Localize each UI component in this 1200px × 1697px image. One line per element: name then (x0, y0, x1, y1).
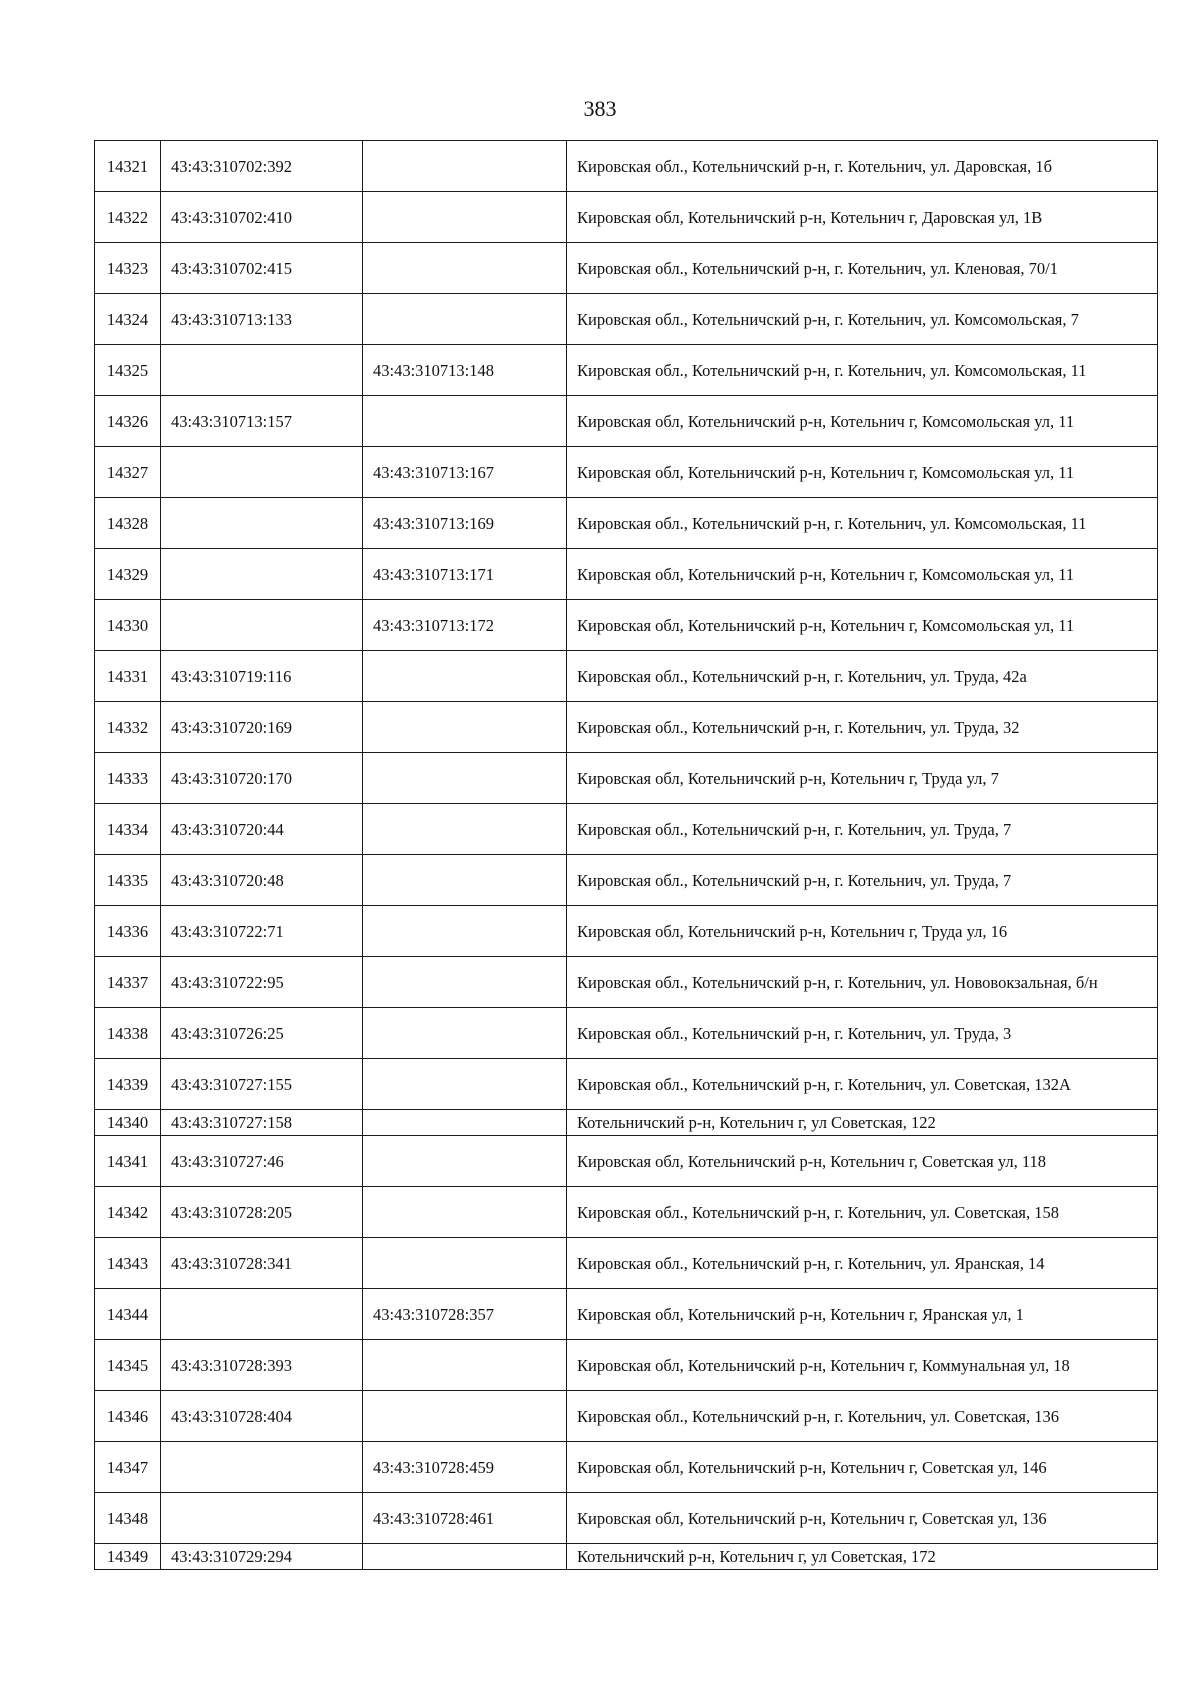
linked-cadastral-number: 43:43:310713:172 (363, 600, 567, 651)
row-number: 14340 (95, 1110, 161, 1136)
address: Кировская обл, Котельничский р-н, Котельнич г, Советская ул, 146 (567, 1442, 1158, 1493)
cadastral-number: 43:43:310713:157 (161, 396, 363, 447)
cadastral-number: 43:43:310722:71 (161, 906, 363, 957)
address: Кировская обл., Котельничский р-н, г. Котельнич, ул. Даровская, 1б (567, 141, 1158, 192)
linked-cadastral-number (363, 294, 567, 345)
cadastral-number: 43:43:310728:393 (161, 1340, 363, 1391)
table-row (95, 549, 1158, 600)
table-row (95, 1008, 1158, 1059)
table-row (95, 1544, 1158, 1570)
address: Кировская обл, Котельничский р-н, Котельнич г, Комсомольская ул, 11 (567, 600, 1158, 651)
address: Кировская обл., Котельничский р-н, г. Котельнич, ул. Советская, 158 (567, 1187, 1158, 1238)
address: Кировская обл., Котельничский р-н, г. Котельнич, ул. Труда, 7 (567, 804, 1158, 855)
row-number: 14324 (95, 294, 161, 345)
cadastral-number: 43:43:310727:158 (161, 1110, 363, 1136)
cadastral-number: 43:43:310702:415 (161, 243, 363, 294)
address: Кировская обл., Котельничский р-н, г. Котельнич, ул. Комсомольская, 7 (567, 294, 1158, 345)
address: Кировская обл., Котельничский р-н, г. Котельнич, ул. Яранская, 14 (567, 1238, 1158, 1289)
table-row (95, 1110, 1158, 1136)
row-number: 14335 (95, 855, 161, 906)
row-number: 14326 (95, 396, 161, 447)
cadastral-number: 43:43:310719:116 (161, 651, 363, 702)
row-number: 14341 (95, 1136, 161, 1187)
table-row (95, 1136, 1158, 1187)
cadastral-number: 43:43:310726:25 (161, 1008, 363, 1059)
row-number: 14334 (95, 804, 161, 855)
table-row (95, 855, 1158, 906)
row-number: 14342 (95, 1187, 161, 1238)
row-number: 14323 (95, 243, 161, 294)
row-number: 14331 (95, 651, 161, 702)
table-row (95, 957, 1158, 1008)
row-number: 14349 (95, 1544, 161, 1570)
row-number: 14329 (95, 549, 161, 600)
cadastral-number: 43:43:310720:44 (161, 804, 363, 855)
row-number: 14330 (95, 600, 161, 651)
row-number: 14339 (95, 1059, 161, 1110)
row-number: 14337 (95, 957, 161, 1008)
table-row (95, 447, 1158, 498)
address: Кировская обл., Котельничский р-н, г. Котельнич, ул. Кленовая, 70/1 (567, 243, 1158, 294)
page-number: 383 (583, 96, 617, 121)
address: Котельничский р-н, Котельнич г, ул Советская, 122 (567, 1110, 1158, 1136)
linked-cadastral-number (363, 243, 567, 294)
linked-cadastral-number (363, 957, 567, 1008)
linked-cadastral-number (363, 1110, 567, 1136)
cadastral-number (161, 1442, 363, 1493)
address: Кировская обл, Котельничский р-н, Котельнич г, Труда ул, 7 (567, 753, 1158, 804)
address: Кировская обл, Котельничский р-н, Котельнич г, Советская ул, 118 (567, 1136, 1158, 1187)
table-row (95, 1442, 1158, 1493)
cadastral-number: 43:43:310728:404 (161, 1391, 363, 1442)
linked-cadastral-number (363, 1544, 567, 1570)
table-row (95, 243, 1158, 294)
table-row (95, 906, 1158, 957)
table-row (95, 396, 1158, 447)
linked-cadastral-number: 43:43:310713:167 (363, 447, 567, 498)
linked-cadastral-number: 43:43:310713:148 (363, 345, 567, 396)
address: Кировская обл., Котельничский р-н, г. Котельнич, ул. Нововокзальная, б/н (567, 957, 1158, 1008)
table-row (95, 1340, 1158, 1391)
linked-cadastral-number: 43:43:310713:169 (363, 498, 567, 549)
cadastral-number (161, 447, 363, 498)
cadastral-number (161, 600, 363, 651)
row-number: 14336 (95, 906, 161, 957)
table-row (95, 651, 1158, 702)
linked-cadastral-number (363, 396, 567, 447)
linked-cadastral-number (363, 855, 567, 906)
linked-cadastral-number: 43:43:310713:171 (363, 549, 567, 600)
registry-body (95, 141, 1158, 1570)
table-row (95, 1493, 1158, 1544)
address: Кировская обл, Котельничский р-н, Котельнич г, Комсомольская ул, 11 (567, 447, 1158, 498)
row-number: 14343 (95, 1238, 161, 1289)
address: Кировская обл, Котельничский р-н, Котельнич г, Комсомольская ул, 11 (567, 549, 1158, 600)
linked-cadastral-number (363, 1059, 567, 1110)
row-number: 14325 (95, 345, 161, 396)
table-row (95, 294, 1158, 345)
table-row (95, 600, 1158, 651)
linked-cadastral-number (363, 906, 567, 957)
row-number: 14345 (95, 1340, 161, 1391)
row-number: 14333 (95, 753, 161, 804)
row-number: 14346 (95, 1391, 161, 1442)
cadastral-number: 43:43:310702:410 (161, 192, 363, 243)
address: Котельничский р-н, Котельнич г, ул Советская, 172 (567, 1544, 1158, 1570)
linked-cadastral-number (363, 702, 567, 753)
table-row (95, 1238, 1158, 1289)
table-row (95, 753, 1158, 804)
cadastral-number (161, 498, 363, 549)
linked-cadastral-number (363, 141, 567, 192)
linked-cadastral-number: 43:43:310728:459 (363, 1442, 567, 1493)
table-row (95, 1391, 1158, 1442)
cadastral-number: 43:43:310702:392 (161, 141, 363, 192)
row-number: 14348 (95, 1493, 161, 1544)
linked-cadastral-number (363, 1391, 567, 1442)
table-row (95, 1187, 1158, 1238)
cadastral-number: 43:43:310727:46 (161, 1136, 363, 1187)
table-row (95, 345, 1158, 396)
address: Кировская обл., Котельничский р-н, г. Котельнич, ул. Труда, 42а (567, 651, 1158, 702)
address: Кировская обл, Котельничский р-н, Котельнич г, Даровская ул, 1В (567, 192, 1158, 243)
linked-cadastral-number (363, 1238, 567, 1289)
cadastral-number: 43:43:310727:155 (161, 1059, 363, 1110)
row-number: 14322 (95, 192, 161, 243)
address: Кировская обл, Котельничский р-н, Котельнич г, Комсомольская ул, 11 (567, 396, 1158, 447)
linked-cadastral-number (363, 804, 567, 855)
cadastral-number: 43:43:310713:133 (161, 294, 363, 345)
linked-cadastral-number (363, 651, 567, 702)
cadastral-number: 43:43:310720:169 (161, 702, 363, 753)
cadastral-number (161, 1493, 363, 1544)
cadastral-number: 43:43:310729:294 (161, 1544, 363, 1570)
cadastral-number (161, 549, 363, 600)
address: Кировская обл., Котельничский р-н, г. Котельнич, ул. Комсомольская, 11 (567, 498, 1158, 549)
linked-cadastral-number (363, 1136, 567, 1187)
cadastral-number: 43:43:310720:170 (161, 753, 363, 804)
table-row (95, 1059, 1158, 1110)
address: Кировская обл., Котельничский р-н, г. Котельнич, ул. Советская, 136 (567, 1391, 1158, 1442)
table-row (95, 804, 1158, 855)
address: Кировская обл, Котельничский р-н, Котельнич г, Яранская ул, 1 (567, 1289, 1158, 1340)
address: Кировская обл., Котельничский р-н, г. Котельнич, ул. Труда, 3 (567, 1008, 1158, 1059)
address: Кировская обл., Котельничский р-н, г. Котельнич, ул. Комсомольская, 11 (567, 345, 1158, 396)
row-number: 14344 (95, 1289, 161, 1340)
table-row (95, 192, 1158, 243)
row-number: 14332 (95, 702, 161, 753)
address: Кировская обл, Котельничский р-н, Котельнич г, Советская ул, 136 (567, 1493, 1158, 1544)
address: Кировская обл., Котельничский р-н, г. Котельнич, ул. Советская, 132А (567, 1059, 1158, 1110)
linked-cadastral-number (363, 192, 567, 243)
cadastral-number: 43:43:310722:95 (161, 957, 363, 1008)
cadastral-number (161, 345, 363, 396)
row-number: 14328 (95, 498, 161, 549)
address: Кировская обл, Котельничский р-н, Котельнич г, Коммунальная ул, 18 (567, 1340, 1158, 1391)
row-number: 14327 (95, 447, 161, 498)
address: Кировская обл, Котельничский р-н, Котельнич г, Труда ул, 16 (567, 906, 1158, 957)
address: Кировская обл., Котельничский р-н, г. Котельнич, ул. Труда, 7 (567, 855, 1158, 906)
linked-cadastral-number (363, 1008, 567, 1059)
address: Кировская обл., Котельничский р-н, г. Котельнич, ул. Труда, 32 (567, 702, 1158, 753)
linked-cadastral-number: 43:43:310728:461 (363, 1493, 567, 1544)
cadastral-number: 43:43:310728:205 (161, 1187, 363, 1238)
registry-table (94, 140, 1158, 1570)
table-row (95, 1289, 1158, 1340)
linked-cadastral-number: 43:43:310728:357 (363, 1289, 567, 1340)
row-number: 14321 (95, 141, 161, 192)
row-number: 14347 (95, 1442, 161, 1493)
cadastral-number (161, 1289, 363, 1340)
cadastral-number: 43:43:310720:48 (161, 855, 363, 906)
row-number: 14338 (95, 1008, 161, 1059)
cadastral-number: 43:43:310728:341 (161, 1238, 363, 1289)
table-row (95, 702, 1158, 753)
linked-cadastral-number (363, 753, 567, 804)
table-row (95, 141, 1158, 192)
linked-cadastral-number (363, 1187, 567, 1238)
table-row (95, 498, 1158, 549)
linked-cadastral-number (363, 1340, 567, 1391)
